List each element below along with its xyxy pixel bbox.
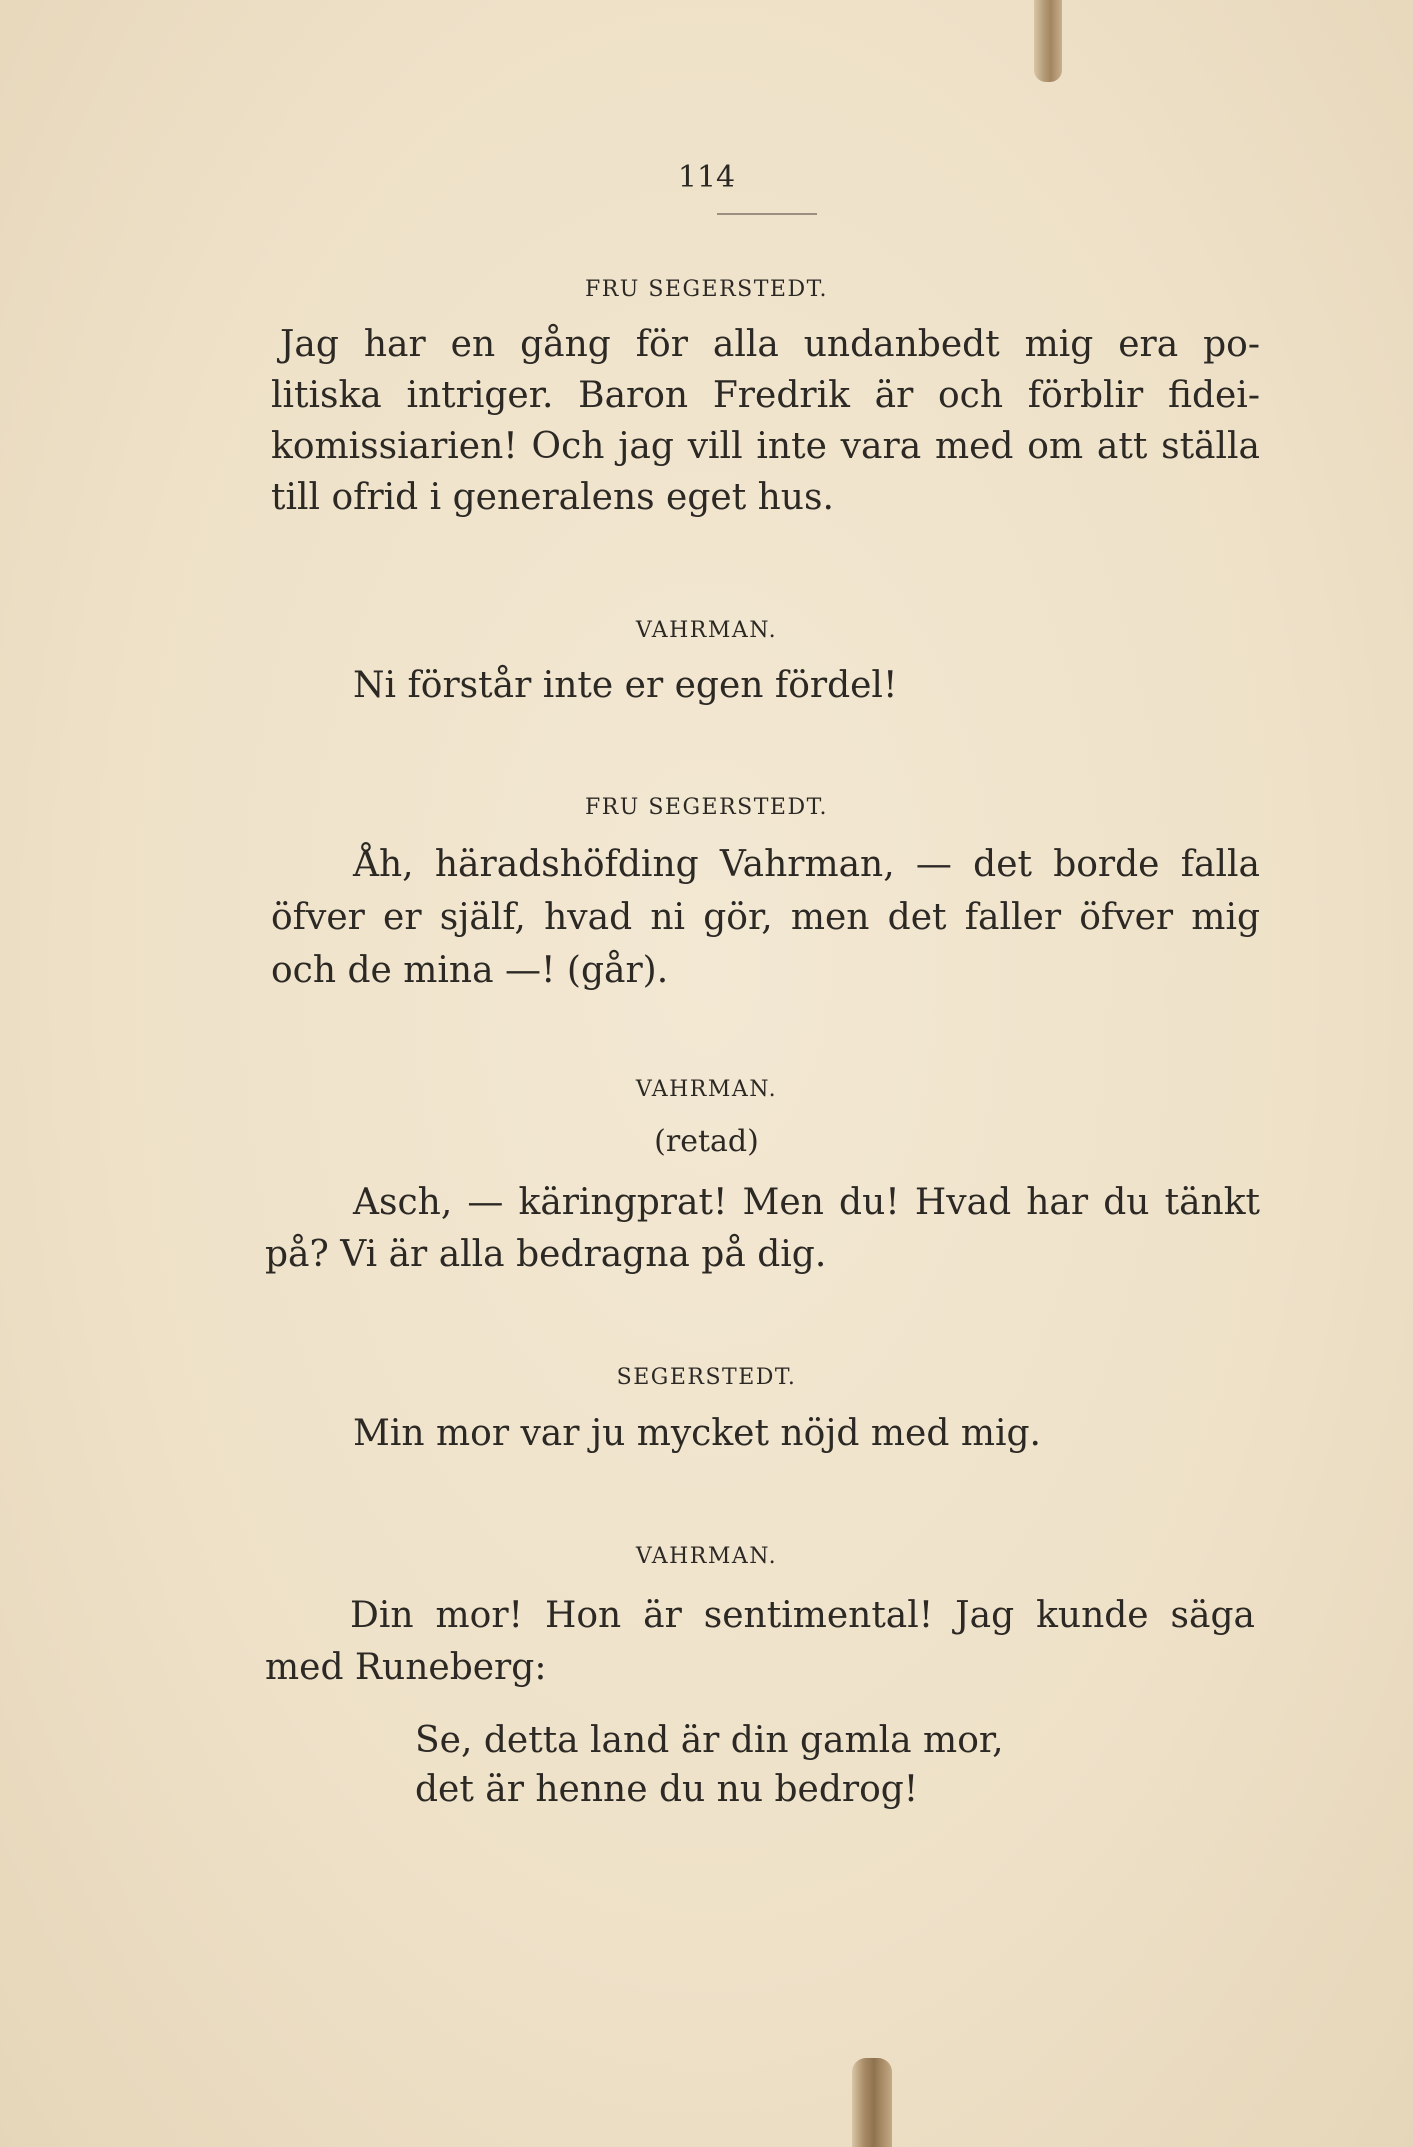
dialogue-line: och de mina —! (går). — [271, 950, 669, 991]
verse-line: Se, detta land är din gamla mor, — [415, 1720, 1004, 1761]
dialogue-line: till ofrid i generalens eget hus. — [271, 477, 834, 518]
page-number: 114 — [677, 160, 736, 195]
binding-thread-bottom — [852, 2058, 892, 2147]
dialogue-line: komissiarien! Och jag vill inte vara med om att ställa — [271, 426, 1260, 467]
speaker-name: SEGERSTEDT. — [616, 1365, 797, 1390]
stage-direction: (retad) — [654, 1124, 759, 1159]
dialogue-line: litiska intriger. Baron Fredrik är och förblir fidei- — [271, 375, 1260, 416]
dialogue-line: Jag har en gång för alla undanbedt mig era po- — [280, 324, 1260, 365]
speaker-name: VAHRMAN. — [635, 1077, 778, 1102]
dialogue-line: Din mor! Hon är sentimental! Jag kunde säga — [350, 1595, 1255, 1636]
dialogue-line: Åh, häradshöfding Vahrman, — det borde falla — [353, 844, 1260, 885]
dialogue-line: med Runeberg: — [265, 1647, 547, 1688]
speaker-name: FRU SEGERSTEDT. — [584, 795, 829, 820]
dialogue-line: öfver er själf, hvad ni gör, men det faller öfver mig — [271, 897, 1260, 938]
dialogue-line: Min mor var ju mycket nöjd med mig. — [353, 1413, 1041, 1454]
page-number-rule — [717, 213, 817, 215]
dialogue-line: Asch, — käringprat! Men du! Hvad har du tänkt — [353, 1182, 1260, 1223]
binding-thread-top — [1034, 0, 1062, 82]
speaker-name: FRU SEGERSTEDT. — [584, 277, 829, 302]
verse-line: det är henne du nu bedrog! — [415, 1769, 919, 1810]
speaker-name: VAHRMAN. — [635, 1544, 778, 1569]
dialogue-line: på? Vi är alla bedragna på dig. — [265, 1234, 827, 1275]
dialogue-line: Ni förstår inte er egen fördel! — [353, 665, 898, 706]
speaker-name: VAHRMAN. — [635, 618, 778, 643]
